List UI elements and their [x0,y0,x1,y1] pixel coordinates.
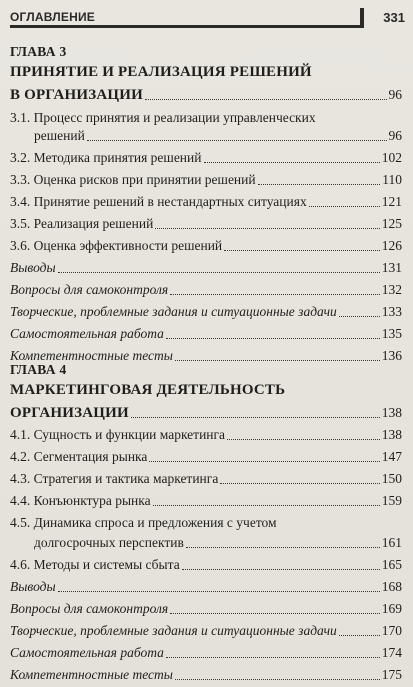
toc-entry-text: Творческие, проблемные задания и ситуационные задачи [10,623,337,638]
toc-entry[interactable] [10,128,402,146]
toc-entry[interactable] [10,445,402,467]
leader-dots [149,461,379,462]
toc-entry-text: Вопросы для самоконтроля [10,282,169,297]
toc-entry-text: 3.6. Оценка эффективности решений [10,238,223,253]
chapter-title: МАРКЕТИНГОВАЯ ДЕЯТЕЛЬНОСТЬ [10,382,286,398]
chapter-4 [10,360,402,685]
page-ref: 138 [381,405,402,420]
chapter-title-cont: В ОРГАНИЗАЦИИ [10,87,144,103]
toc-entry[interactable] [10,234,402,256]
leader-dots [220,483,379,484]
toc-entry[interactable] [10,489,402,511]
toc-entry-questions[interactable] [10,597,402,619]
page-ref: 165 [381,557,402,572]
toc-entry-text: 4.4. Конъюнктура рынка [10,493,151,508]
toc-entry-text: 4.1. Сущность и функции маркетинга [10,427,226,442]
toc-entry-summary[interactable] [10,256,402,278]
page-ref: 175 [381,667,402,682]
toc-entry-tasks[interactable] [10,300,402,322]
leader-dots [87,140,387,141]
leader-dots [166,657,380,658]
page-ref: 159 [381,493,402,508]
leader-dots [227,439,380,440]
page-ref: 96 [388,128,402,143]
leader-dots [339,635,380,636]
toc-entry-summary[interactable] [10,575,402,597]
toc-entry-cont: долгосрочных перспектив [34,535,184,550]
page-ref: 138 [381,427,402,442]
chapter-title: ПРИНЯТИЕ И РЕАЛИЗАЦИЯ РЕШЕНИЙ [10,64,312,80]
toc-entry-text: Творческие, проблемные задания и ситуационные задачи [10,304,337,319]
page-number: 331 [383,10,405,25]
leader-dots [339,316,380,317]
leader-dots [153,505,380,506]
toc-entry-text: 4.3. Стратегия и тактика маркетинга [10,471,219,486]
toc-entry-text: 3.5. Реализация решений [10,216,154,231]
leader-dots [166,338,380,339]
toc-entry-self-work[interactable] [10,322,402,344]
header-rule [10,25,362,28]
toc-entry-self-work[interactable] [10,641,402,663]
toc-entry-text: 3.4. Принятие решений в нестандартных ситуациях [10,194,307,209]
toc-entry-tasks[interactable] [10,619,402,641]
chapter-title-entry[interactable] [10,83,402,105]
toc-entry-text: Самостоятельная работа [10,326,164,341]
page-ref: 131 [381,260,402,275]
toc-entry-text: 4.2. Сегментация рынка [10,449,148,464]
page-ref: 110 [382,172,402,187]
page-ref: 174 [381,645,402,660]
page-ref: 102 [381,150,402,165]
page-ref: 121 [381,194,402,209]
chapter-3 [10,42,402,366]
toc-entry-text[interactable]: 4.5. Динамика спроса и предложения с учетом [10,515,277,530]
leader-dots [175,679,380,680]
toc-entry-text: Выводы [10,260,56,275]
toc-entry-text: Компетентностные тесты [10,667,173,682]
toc-entry[interactable] [10,533,402,553]
leader-dots [182,569,380,570]
header-bar [360,8,364,28]
page-ref: 96 [388,87,402,102]
toc-entry[interactable] [10,467,402,489]
page-ref: 125 [381,216,402,231]
page-ref: 150 [381,471,402,486]
leader-dots [58,591,380,592]
toc-entry-text: 3.3. Оценка рисков при принятии решений [10,172,256,187]
toc-entry-text: 4.6. Методы и системы сбыта [10,557,180,572]
chapter-label: ГЛАВА 3 [10,44,67,59]
chapter-label: ГЛАВА 4 [10,362,67,377]
toc-entry-tests[interactable] [10,663,402,685]
toc-entry-text: Выводы [10,579,56,594]
page-ref: 169 [381,601,402,616]
leader-dots [186,547,380,548]
page-ref: 135 [381,326,402,341]
page-ref: 126 [381,238,402,253]
page-ref: 136 [381,348,402,363]
toc-entry-cont: решений [34,128,85,143]
chapter-title-entry[interactable] [10,401,402,423]
leader-dots [224,250,380,251]
leader-dots [170,294,380,295]
toc-entry[interactable] [10,553,402,575]
toc-entry[interactable] [10,212,402,234]
toc-entry-questions[interactable] [10,278,402,300]
page-ref: 147 [381,449,402,464]
page-ref: 132 [381,282,402,297]
page-ref: 168 [381,579,402,594]
toc-entry-text: Вопросы для самоконтроля [10,601,169,616]
leader-dots [131,417,380,418]
leader-dots [145,99,386,100]
page-ref: 170 [381,623,402,638]
leader-dots [204,162,380,163]
page-ref: 133 [381,304,402,319]
running-header [10,8,405,28]
leader-dots [155,228,379,229]
page-ref: 161 [381,535,402,550]
leader-dots [258,184,381,185]
toc-entry[interactable] [10,146,402,168]
toc-entry-text: Самостоятельная работа [10,645,164,660]
toc-entry[interactable] [10,423,402,445]
toc-entry[interactable] [10,168,402,190]
leader-dots [309,206,380,207]
toc-entry-text: 3.2. Методика принятия решений [10,150,202,165]
chapter-title-cont: ОРГАНИЗАЦИИ [10,405,129,421]
toc-entry-text: Компетентностные тесты [10,348,173,363]
toc-entry-text[interactable]: 3.1. Процесс принятия и реализации управленческих [10,110,316,125]
leader-dots [170,613,380,614]
running-title: ОГЛАВЛЕНИЕ [10,10,96,24]
toc-entry[interactable] [10,190,402,212]
leader-dots [58,272,380,273]
